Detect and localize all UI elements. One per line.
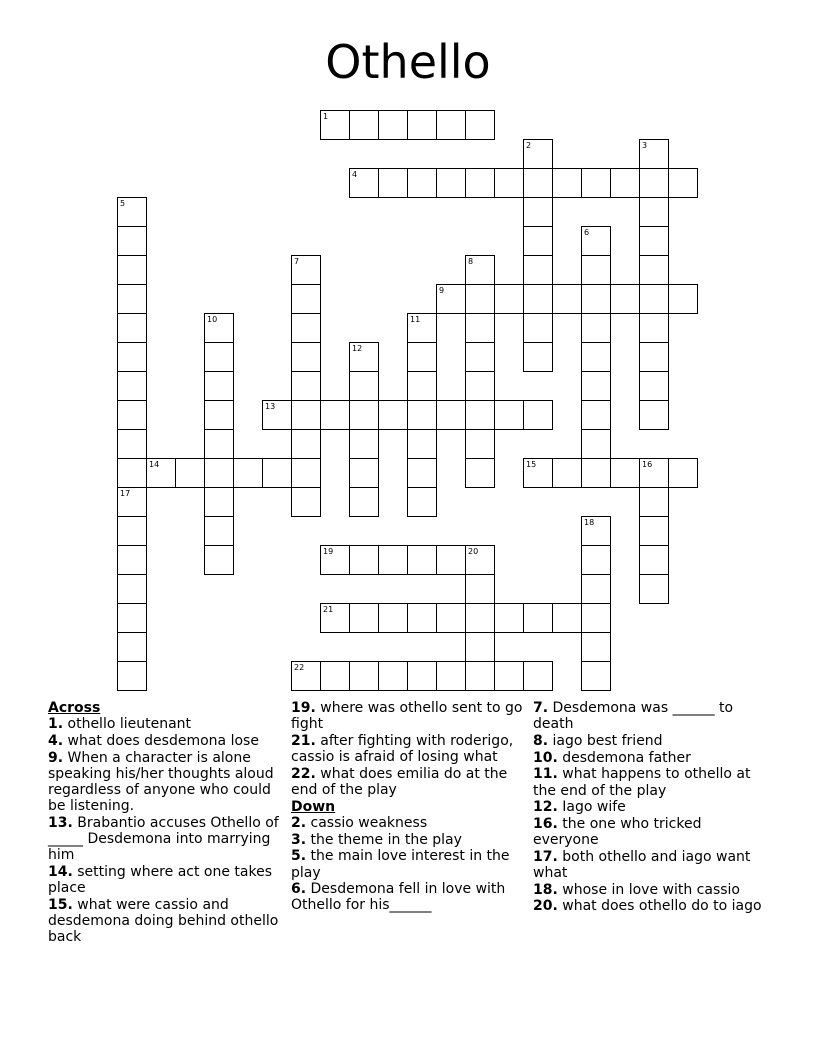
grid-cell[interactable]	[465, 603, 495, 633]
across-clue	[291, 766, 527, 798]
clue-number: 1	[323, 112, 329, 121]
grid-cell[interactable]	[523, 255, 553, 285]
grid-cell[interactable]	[204, 516, 234, 546]
down-clue	[533, 766, 769, 798]
down-clue	[533, 849, 769, 881]
grid-cell[interactable]	[262, 400, 292, 430]
grid-cell[interactable]	[610, 458, 640, 488]
grid-cell[interactable]	[552, 603, 582, 633]
clue-number: 19	[323, 547, 334, 556]
clue-number: 10	[207, 315, 218, 324]
grid-cell[interactable]	[581, 400, 611, 430]
grid-cell[interactable]	[349, 342, 379, 372]
clue-text: Brabantio accuses Othello of _____ Desdemona into marrying him	[48, 814, 279, 864]
clue-number: 4	[352, 170, 358, 179]
grid-cell[interactable]	[465, 371, 495, 401]
grid-cell[interactable]	[581, 632, 611, 662]
grid-cell[interactable]	[204, 429, 234, 459]
clue-number: 12	[352, 344, 363, 353]
grid-cell[interactable]	[407, 661, 437, 691]
grid-cell[interactable]	[204, 342, 234, 372]
grid-cell[interactable]	[523, 603, 553, 633]
clue-text: what happens to othello at the end of the play	[533, 766, 751, 799]
clue-text: Desdemona fell in love with Othello for his______	[291, 881, 506, 914]
clue-number-label: 12.	[533, 799, 558, 816]
grid-cell[interactable]	[668, 284, 698, 314]
grid-cell[interactable]	[117, 574, 147, 604]
grid-cell[interactable]	[117, 255, 147, 285]
grid-cell[interactable]	[494, 661, 524, 691]
clue-number-label: 3.	[291, 831, 307, 848]
grid-cell[interactable]	[117, 342, 147, 372]
grid-cell[interactable]	[378, 400, 408, 430]
grid-cell[interactable]	[639, 313, 669, 343]
grid-cell[interactable]	[117, 226, 147, 256]
grid-cell[interactable]	[378, 545, 408, 575]
clue-number: 17	[120, 489, 131, 498]
clue-text: what does desdemona lose	[63, 732, 259, 749]
grid-cell[interactable]	[117, 632, 147, 662]
clue-text: where was othello sent to go fight	[291, 700, 523, 733]
clue-number-label: 9.	[48, 749, 64, 766]
grid-cell[interactable]	[407, 458, 437, 488]
grid-cell[interactable]	[581, 313, 611, 343]
clue-number: 3	[642, 141, 648, 150]
grid-cell[interactable]	[262, 458, 292, 488]
grid-cell[interactable]	[204, 487, 234, 517]
clue-number-label: 21.	[291, 732, 316, 749]
grid-cell[interactable]	[233, 458, 263, 488]
grid-cell[interactable]	[407, 313, 437, 343]
grid-cell[interactable]	[204, 313, 234, 343]
grid-cell[interactable]	[494, 284, 524, 314]
grid-cell[interactable]	[523, 284, 553, 314]
clue-number: 6	[584, 228, 590, 237]
grid-cell[interactable]	[465, 545, 495, 575]
grid-cell[interactable]	[349, 371, 379, 401]
grid-cell[interactable]	[436, 545, 466, 575]
grid-cell[interactable]	[117, 400, 147, 430]
clue-text: the main love interest in the play	[291, 848, 510, 881]
grid-cell[interactable]	[465, 168, 495, 198]
grid-cell[interactable]	[117, 284, 147, 314]
grid-cell[interactable]	[291, 313, 321, 343]
grid-cell[interactable]	[291, 342, 321, 372]
clue-number-label: 17.	[533, 848, 558, 865]
puzzle-title: Othello	[325, 35, 491, 89]
clue-number-label: 14.	[48, 864, 73, 881]
across-clue	[48, 716, 284, 732]
down-clue	[533, 816, 769, 848]
grid-cell[interactable]	[378, 603, 408, 633]
grid-cell[interactable]	[494, 603, 524, 633]
grid-cell[interactable]	[349, 400, 379, 430]
grid-cell[interactable]	[668, 458, 698, 488]
clue-number: 18	[584, 518, 595, 527]
down-clue	[291, 832, 527, 848]
grid-cell[interactable]	[291, 429, 321, 459]
grid-cell[interactable]	[291, 400, 321, 430]
clue-number: 13	[265, 402, 276, 411]
down-heading: Down	[291, 798, 336, 815]
clue-number-label: 19.	[291, 700, 316, 716]
grid-cell[interactable]	[407, 545, 437, 575]
down-clue	[291, 815, 527, 831]
grid-cell[interactable]	[436, 110, 466, 140]
down-clue	[533, 700, 769, 732]
grid-cell[interactable]	[610, 168, 640, 198]
grid-cell[interactable]	[320, 661, 350, 691]
grid-cell[interactable]	[581, 371, 611, 401]
clue-number: 20	[468, 547, 479, 556]
grid-cell[interactable]	[581, 168, 611, 198]
grid-cell[interactable]	[465, 110, 495, 140]
grid-cell[interactable]	[639, 226, 669, 256]
down-clue	[533, 733, 769, 749]
grid-cell[interactable]	[117, 661, 147, 691]
clue-number-label: 16.	[533, 815, 558, 832]
clue-number: 14	[149, 460, 160, 469]
grid-cell[interactable]	[465, 632, 495, 662]
grid-cell[interactable]	[639, 284, 669, 314]
clue-number: 7	[294, 257, 300, 266]
grid-cell[interactable]	[523, 458, 553, 488]
clue-number-label: 8.	[533, 732, 549, 749]
clue-number-label: 7.	[533, 700, 549, 716]
clue-text: whose in love with cassio	[557, 881, 740, 898]
grid-cell[interactable]	[668, 168, 698, 198]
grid-cell[interactable]	[465, 255, 495, 285]
grid-cell[interactable]	[204, 371, 234, 401]
grid-cell[interactable]	[117, 458, 147, 488]
grid-cell[interactable]	[204, 545, 234, 575]
grid-cell[interactable]	[639, 139, 669, 169]
across-clue	[48, 897, 284, 946]
down-clue	[291, 848, 527, 880]
grid-cell[interactable]	[291, 458, 321, 488]
grid-cell[interactable]	[465, 661, 495, 691]
grid-cell[interactable]	[407, 603, 437, 633]
down-clue	[533, 750, 769, 766]
clue-text: othello lieutenant	[63, 716, 192, 733]
clue-text: what were cassio and desdemona doing behind othello back	[48, 896, 279, 946]
grid-cell[interactable]	[523, 139, 553, 169]
grid-cell[interactable]	[378, 661, 408, 691]
clue-text: Iago wife	[557, 799, 626, 816]
grid-cell[interactable]	[465, 400, 495, 430]
grid-cell[interactable]	[320, 110, 350, 140]
grid-cell[interactable]	[639, 342, 669, 372]
clue-column-2	[291, 700, 527, 914]
grid-cell[interactable]	[523, 661, 553, 691]
clue-number-label: 11.	[533, 766, 558, 783]
clue-number-label: 1.	[48, 716, 64, 733]
across-clue	[48, 864, 284, 896]
grid-cell[interactable]	[639, 516, 669, 546]
grid-cell[interactable]	[639, 545, 669, 575]
grid-cell[interactable]	[291, 487, 321, 517]
grid-cell[interactable]	[465, 284, 495, 314]
grid-cell[interactable]	[581, 255, 611, 285]
clue-number-label: 18.	[533, 881, 558, 898]
grid-cell[interactable]	[639, 255, 669, 285]
grid-cell[interactable]	[349, 458, 379, 488]
grid-cell[interactable]	[436, 603, 466, 633]
clue-number: 8	[468, 257, 474, 266]
grid-cell[interactable]	[436, 168, 466, 198]
clue-number-label: 22.	[291, 765, 316, 782]
down-clue	[533, 882, 769, 898]
grid-cell[interactable]	[320, 603, 350, 633]
grid-cell[interactable]	[349, 603, 379, 633]
grid-cell[interactable]	[436, 284, 466, 314]
clue-number-label: 4.	[48, 732, 64, 749]
grid-cell[interactable]	[378, 110, 408, 140]
clue-number: 15	[526, 460, 537, 469]
grid-cell[interactable]	[349, 168, 379, 198]
grid-cell[interactable]	[117, 487, 147, 517]
down-clue	[291, 881, 527, 913]
clue-text: the theme in the play	[306, 831, 462, 848]
across-clue	[48, 733, 284, 749]
grid-cell[interactable]	[407, 371, 437, 401]
grid-cell[interactable]	[320, 545, 350, 575]
clue-text: the one who tricked everyone	[533, 815, 702, 849]
grid-cell[interactable]	[117, 516, 147, 546]
grid-cell[interactable]	[639, 458, 669, 488]
clue-column-1	[48, 700, 284, 946]
clue-text: cassio weakness	[306, 814, 428, 831]
clue-text: both othello and iago want what	[533, 848, 751, 882]
grid-cell[interactable]	[523, 226, 553, 256]
grid-cell[interactable]	[639, 168, 669, 198]
across-clue	[48, 750, 284, 815]
grid-cell[interactable]	[581, 603, 611, 633]
clue-number: 5	[120, 199, 126, 208]
grid-cell[interactable]	[349, 110, 379, 140]
grid-cell[interactable]	[349, 429, 379, 459]
grid-cell[interactable]	[581, 226, 611, 256]
clue-number: 21	[323, 605, 334, 614]
grid-cell[interactable]	[378, 168, 408, 198]
grid-cell[interactable]	[117, 197, 147, 227]
grid-cell[interactable]	[523, 197, 553, 227]
grid-cell[interactable]	[291, 284, 321, 314]
across-clue	[291, 700, 527, 732]
grid-cell[interactable]	[407, 342, 437, 372]
across-clue	[291, 733, 527, 765]
clue-text: after fighting with roderigo, cassio is afraid of losing what	[291, 732, 514, 766]
grid-cell[interactable]	[291, 371, 321, 401]
grid-cell[interactable]	[465, 574, 495, 604]
clue-column-3	[533, 700, 769, 915]
grid-cell[interactable]	[639, 487, 669, 517]
grid-cell[interactable]	[146, 458, 176, 488]
grid-cell[interactable]	[320, 400, 350, 430]
clue-number-label: 20.	[533, 898, 558, 915]
across-heading: Across	[48, 700, 101, 716]
grid-cell[interactable]	[494, 400, 524, 430]
grid-cell[interactable]	[639, 197, 669, 227]
clue-text: Desdemona was ______ to death	[533, 700, 734, 733]
grid-cell[interactable]	[117, 371, 147, 401]
grid-cell[interactable]	[581, 429, 611, 459]
grid-cell[interactable]	[581, 458, 611, 488]
grid-cell[interactable]	[291, 255, 321, 285]
grid-cell[interactable]	[117, 603, 147, 633]
grid-cell[interactable]	[175, 458, 205, 488]
clue-text: what does othello do to iago	[557, 898, 762, 915]
grid-cell[interactable]	[581, 342, 611, 372]
grid-cell[interactable]	[552, 284, 582, 314]
grid-cell[interactable]	[407, 400, 437, 430]
clue-text: desdemona father	[557, 749, 691, 766]
grid-cell[interactable]	[407, 487, 437, 517]
grid-cell[interactable]	[349, 661, 379, 691]
grid-cell[interactable]	[407, 168, 437, 198]
grid-cell[interactable]	[523, 342, 553, 372]
grid-cell[interactable]	[552, 458, 582, 488]
clue-number-label: 13.	[48, 814, 73, 831]
clue-number-label: 2.	[291, 814, 307, 831]
grid-cell[interactable]	[581, 545, 611, 575]
grid-cell[interactable]	[581, 574, 611, 604]
grid-cell[interactable]	[494, 168, 524, 198]
clue-number: 22	[294, 663, 305, 672]
clue-text: When a character is alone speaking his/her thoughts aloud regardless of anyone who could be listening.	[48, 749, 274, 815]
clue-text: setting where act one takes place	[48, 864, 272, 897]
grid-cell[interactable]	[204, 400, 234, 430]
grid-cell[interactable]	[407, 110, 437, 140]
grid-cell[interactable]	[465, 313, 495, 343]
grid-cell[interactable]	[581, 661, 611, 691]
grid-cell[interactable]	[523, 313, 553, 343]
grid-cell[interactable]	[117, 313, 147, 343]
down-clue	[533, 898, 769, 914]
grid-cell[interactable]	[204, 458, 234, 488]
clue-number-label: 10.	[533, 749, 558, 766]
across-clue	[48, 815, 284, 864]
clue-number: 2	[526, 141, 532, 150]
grid-cell[interactable]	[117, 429, 147, 459]
grid-cell[interactable]	[117, 545, 147, 575]
grid-cell[interactable]	[291, 661, 321, 691]
clue-number: 16	[642, 460, 653, 469]
clue-number-label: 5.	[291, 848, 307, 865]
grid-cell[interactable]	[552, 168, 582, 198]
grid-cell[interactable]	[349, 545, 379, 575]
grid-cell[interactable]	[581, 284, 611, 314]
grid-cell[interactable]	[610, 284, 640, 314]
grid-cell[interactable]	[639, 400, 669, 430]
grid-cell[interactable]	[581, 516, 611, 546]
grid-cell[interactable]	[407, 429, 437, 459]
grid-cell[interactable]	[639, 371, 669, 401]
grid-cell[interactable]	[465, 458, 495, 488]
grid-cell[interactable]	[349, 487, 379, 517]
down-clue	[533, 799, 769, 815]
clue-text: iago best friend	[548, 732, 663, 749]
grid-cell[interactable]	[436, 400, 466, 430]
grid-cell[interactable]	[465, 429, 495, 459]
clue-text: what does emilia do at the end of the play	[291, 765, 508, 799]
grid-cell[interactable]	[436, 661, 466, 691]
grid-cell[interactable]	[523, 400, 553, 430]
grid-cell[interactable]	[465, 342, 495, 372]
grid-cell[interactable]	[639, 574, 669, 604]
clue-number: 11	[410, 315, 421, 324]
grid-cell[interactable]	[523, 168, 553, 198]
clue-number: 9	[439, 286, 445, 295]
clue-number-label: 15.	[48, 896, 73, 913]
clue-number-label: 6.	[291, 881, 307, 898]
